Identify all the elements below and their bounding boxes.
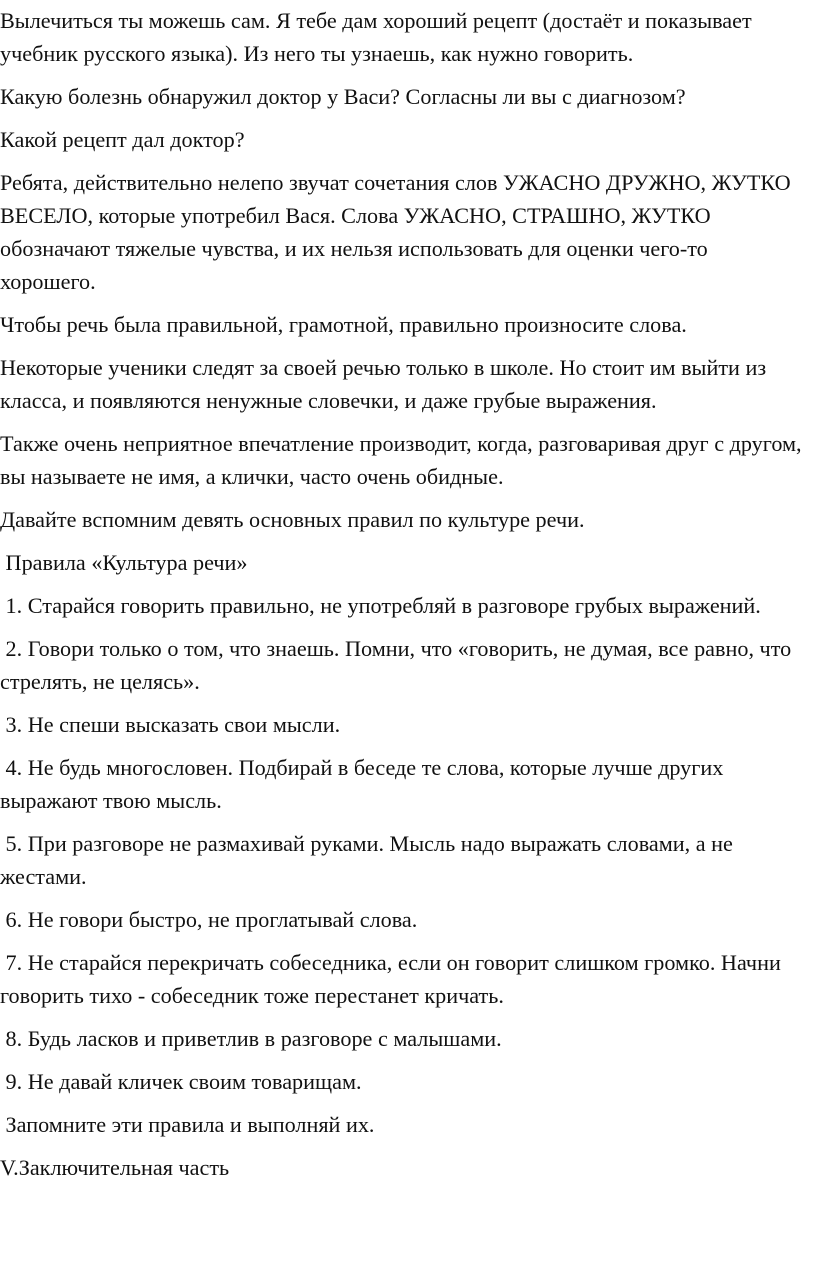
paragraph-nicknames: Также очень неприятное впечатление производит, когда, разговаривая друг с другом, вы называете не имя, а клички, часто очень обидные. [0, 431, 808, 489]
paragraph-correct-speech: Чтобы речь была правильной, грамотной, правильно произносите слова. [0, 312, 687, 337]
section-heading-conclusion: V.Заключительная часть [0, 1155, 230, 1180]
paragraph-remember-rules: Запомните эти правила и выполняй их. [0, 1112, 375, 1137]
paragraph-intro: Вылечиться ты можешь сам. Я тебе дам хороший рецепт (достаёт и показывает учебник русского языка). Из него ты узнаешь, как нужно говорить. [0, 8, 758, 66]
rules-heading: Правила «Культура речи» [0, 550, 248, 575]
question-recipe: Какой рецепт дал доктор? [0, 127, 245, 152]
rule-item-6: 6. Не говори быстро, не проглатывай слова. [0, 907, 418, 932]
rule-item-4: 4. Не будь многословен. Подбирай в беседе те слова, которые лучше других выражают твою мысль. [0, 755, 729, 813]
paragraph-rules-intro: Давайте вспомним девять основных правил по культуре речи. [0, 507, 585, 532]
rule-item-9: 9. Не давай кличек своим товарищам. [0, 1069, 362, 1094]
paragraph-word-combinations: Ребята, действительно нелепо звучат сочетания слов УЖАСНО ДРУЖНО, ЖУТКО ВЕСЕЛО, которые употребил Вася. Слова УЖАСНО, СТРАШНО, ЖУТКО обозначают тяжелые чувства, и их нельзя использовать для оценки чего-то хорошего. [0, 170, 797, 294]
rule-item-5: 5. При разговоре не размахивай руками. Мысль надо выражать словами, а не жестами. [0, 831, 739, 889]
rule-item-8: 8. Будь ласков и приветлив в разговоре с малышами. [0, 1026, 502, 1051]
question-diagnosis: Какую болезнь обнаружил доктор у Васи? Согласны ли вы с диагнозом? [0, 84, 686, 109]
rule-item-2: 2. Говори только о том, что знаешь. Помни, что «говорить, не думая, все равно, что стрелять, не целясь». [0, 636, 797, 694]
rule-item-1: 1. Старайся говорить правильно, не употребляй в разговоре грубых выражений. [0, 593, 761, 618]
paragraph-students-speech: Некоторые ученики следят за своей речью только в школе. Но стоит им выйти из класса, и появляются ненужные словечки, и даже грубые выражения. [0, 355, 772, 413]
rule-item-3: 3. Не спеши высказать свои мысли. [0, 712, 341, 737]
rule-item-7: 7. Не старайся перекричать собеседника, если он говорит слишком громко. Начни говорить тихо - собеседник тоже перестанет кричать. [0, 950, 787, 1008]
